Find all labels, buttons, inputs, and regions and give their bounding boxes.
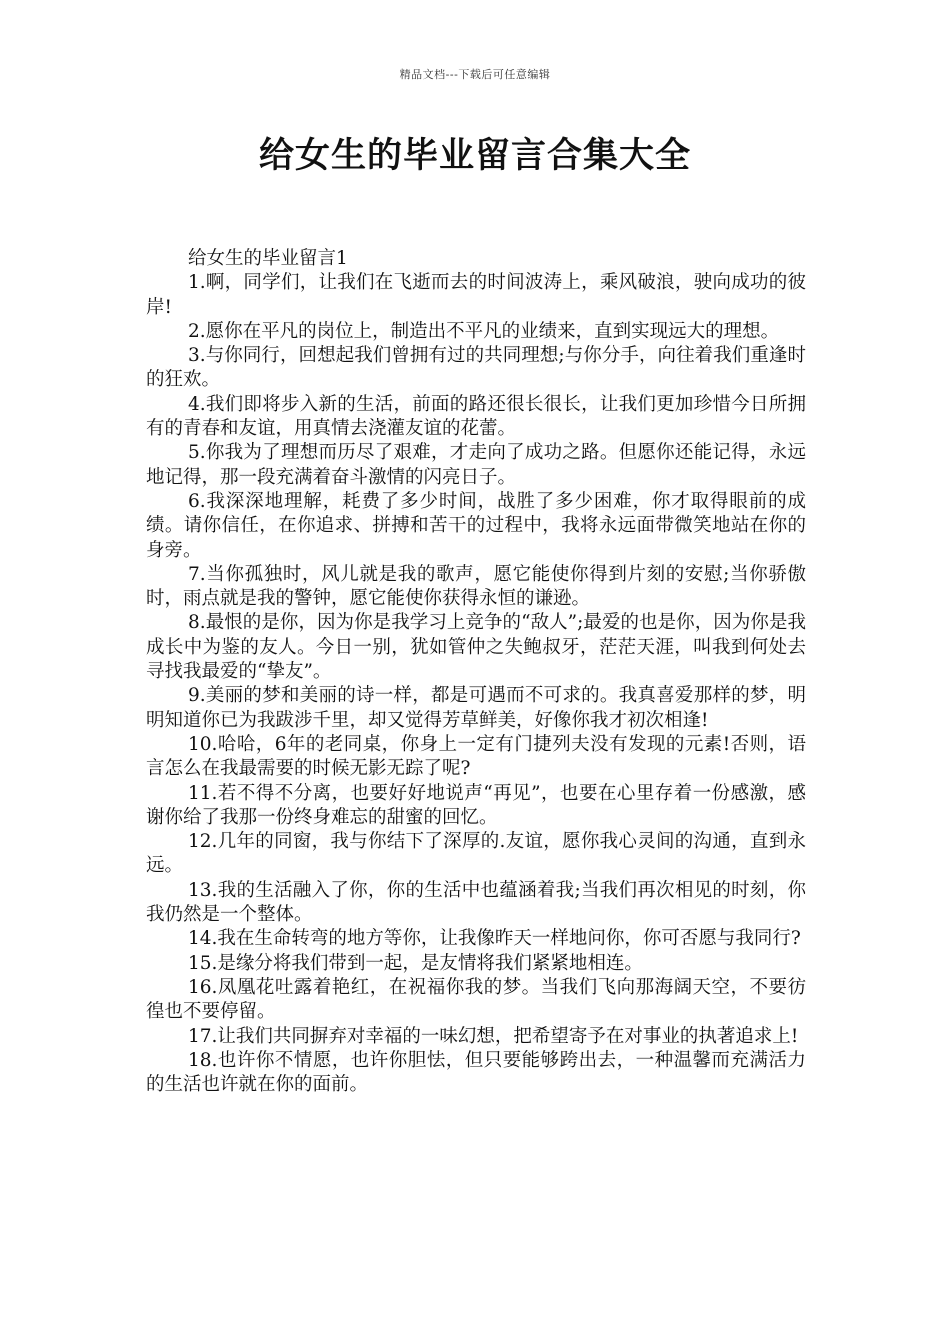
list-item: 13.我的生活融入了你，你的生活中也蕴涵着我;当我们再次相见的时刻，你我仍然是一个整体。 — [146, 879, 806, 926]
list-item: 9.美丽的梦和美丽的诗一样，都是可遇而不可求的。我真喜爱那样的梦，明明知道你已为我跋涉千里，却又觉得芳草鲜美，好像你我才初次相逢! — [146, 685, 806, 731]
header-note: 精品文档---下载后可任意编辑 — [399, 68, 551, 81]
document-title: 给女生的毕业留言合集大全 — [258, 136, 691, 176]
section-heading: 给女生的毕业留言1 — [188, 248, 348, 269]
list-item: 16.凤凰花吐露着艳红，在祝福你我的梦。当我们飞向那海阔天空，不要彷徨也不要停留。 — [146, 976, 806, 1023]
list-item: 1.啊，同学们，让我们在飞逝而去的时间波涛上，乘风破浪，驶向成功的彼岸! — [146, 272, 806, 318]
list-item: 14.我在生命转弯的地方等你，让我像昨天一样地问你，你可否愿与我同行? — [188, 928, 801, 950]
list-item: 10.哈哈，6年的老同桌，你身上一定有门捷列夫没有发现的元素!否则，语言怎么在我最需要的时候无影无踪了呢? — [146, 733, 806, 780]
list-item: 8.最恨的是你，因为你是我学习上竞争的“敌人”;最爱的也是你，因为你是我成长中为鉴的友人。今日一别，犹如管仲之失鲍叔牙，茫茫天涯，叫我到何处去寻找我最爱的“挚友”。 — [146, 612, 806, 683]
list-item: 6.我深深地理解，耗费了多少时间，战胜了多少困难，你才取得眼前的成绩。请你信任，在你追求、拼搏和苦干的过程中，我将永远面带微笑地站在你的身旁。 — [146, 490, 806, 561]
list-item: 4.我们即将步入新的生活，前面的路还很长很长，让我们更加珍惜今日所拥有的青春和友谊，用真情去浇灌友谊的花蕾。 — [146, 393, 806, 440]
list-item: 2.愿你在平凡的岗位上，制造出不平凡的业绩来，直到实现远大的理想。 — [188, 320, 780, 342]
list-item: 12.几年的同窗，我与你结下了深厚的.友谊，愿你我心灵间的沟通，直到永远。 — [146, 831, 806, 877]
list-item: 7.当你孤独时，风儿就是我的歌声，愿它能使你得到片刻的安慰;当你骄傲时，雨点就是我的警钟，愿它能使你获得永恒的谦逊。 — [146, 563, 806, 610]
list-item: 11.若不得不分离，也要好好地说声“再见”，也要在心里存着一份感激，感谢你给了我那一份终身难忘的甜蜜的回忆。 — [146, 782, 806, 828]
document-body — [146, 247, 806, 1097]
list-item: 15.是缘分将我们带到一起，是友情将我们紧紧地相连。 — [188, 952, 643, 974]
list-item: 17.让我们共同摒弃对幸福的一味幻想，把希望寄予在对事业的执著追求上! — [188, 1025, 799, 1047]
list-item: 3.与你同行，回想起我们曾拥有过的共同理想;与你分手，向往着我们重逢时的狂欢。 — [146, 345, 806, 391]
list-item: 5.你我为了理想而历尽了艰难，才走向了成功之路。但愿你还能记得，永远地记得，那一段充满着奋斗激情的闪亮日子。 — [146, 442, 806, 488]
list-item: 18.也许你不情愿，也许你胆怯，但只要能够跨出去，一种温馨而充满活力的生活也许就在你的面前。 — [146, 1049, 806, 1096]
